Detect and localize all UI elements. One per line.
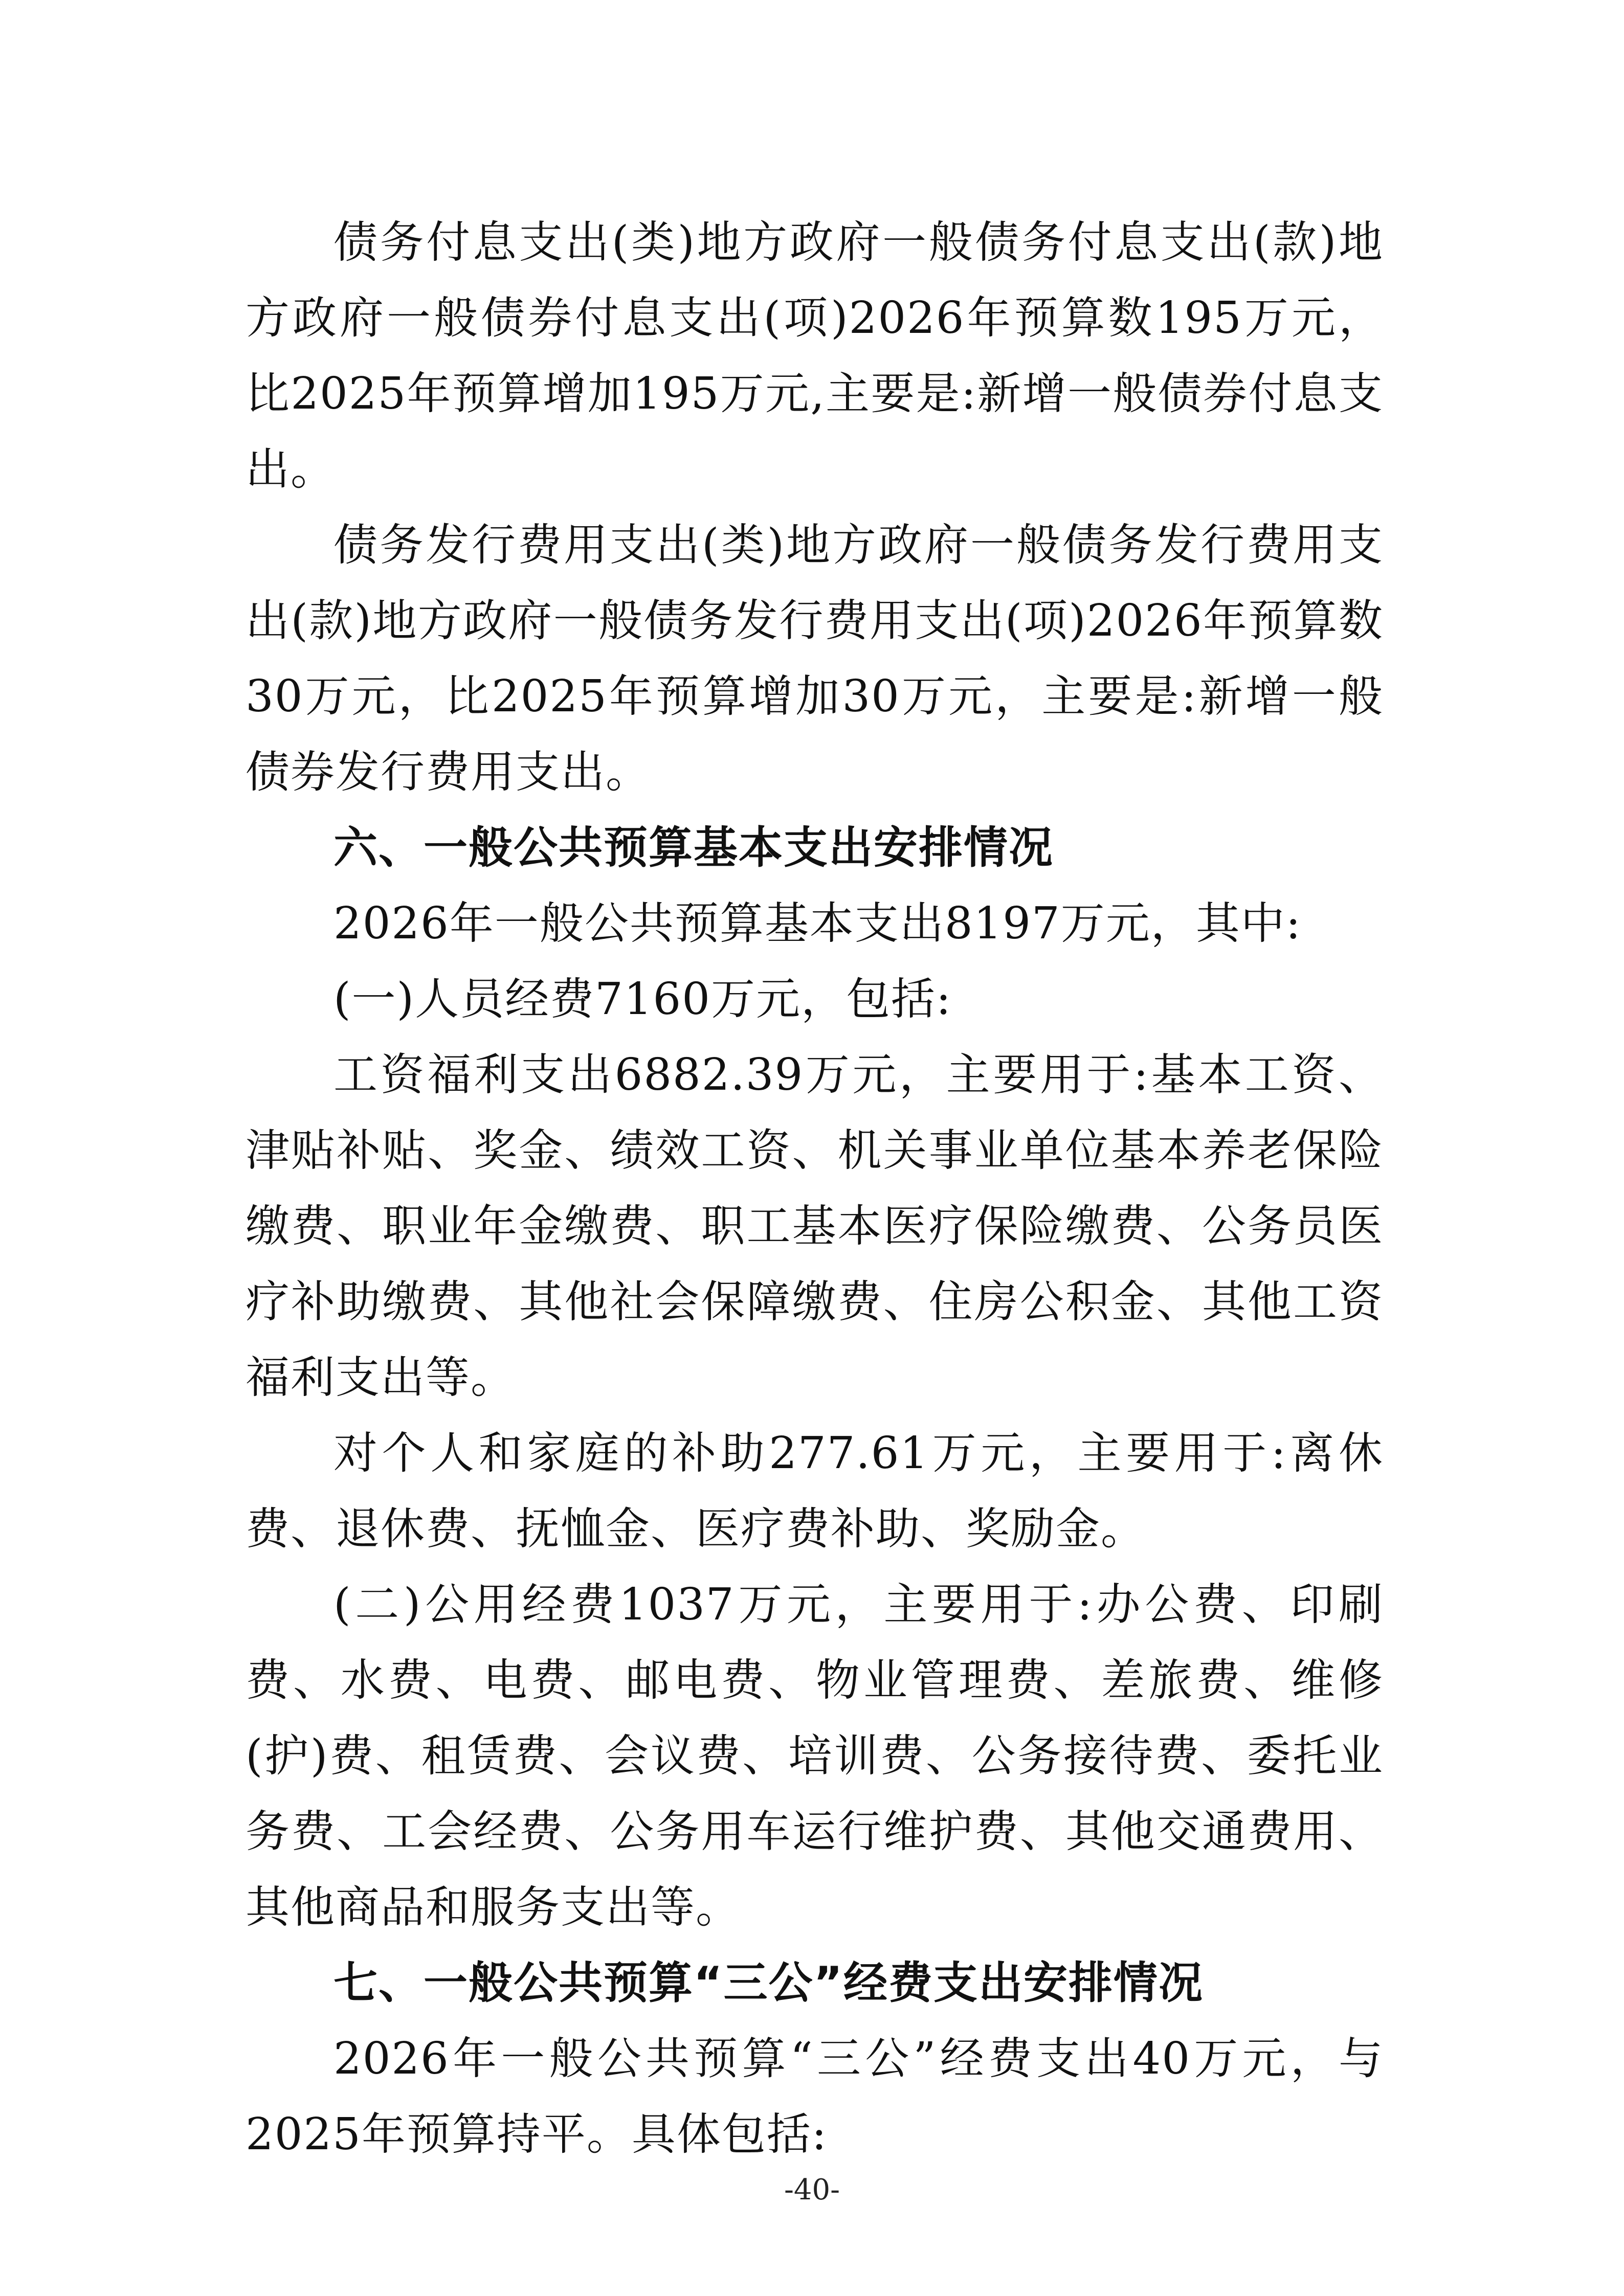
paragraph-wages-welfare: 工资福利支出6882.39万元，主要用于:基本工资、津贴补贴、奖金、绩效工资、机关事业单位基本养老保险缴费、职业年金缴费、职工基本医疗保险缴费、公务员医疗补助缴费、其他社会保障缴费、住房公积金、其他工资福利支出等。: [246, 1049, 1384, 1403]
paragraph-individual-subsidy: 对个人和家庭的补助277.61万元，主要用于:离休费、退休费、抚恤金、医疗费补助、奖励金。: [246, 1428, 1384, 1555]
paragraph-basic-expenditure-total: 2026年一般公共预算基本支出8197万元，其中:: [333, 898, 1302, 949]
section-heading-basic-expenditure: 六、一般公共预算基本支出安排情况: [333, 822, 1054, 873]
section-heading-three-public: 七、一般公共预算“三公”经费支出安排情况: [333, 1957, 1204, 2009]
document-body: [246, 205, 1384, 2172]
paragraph-personnel-cost: (一)人员经费7160万元，包括:: [333, 974, 952, 1025]
paragraph-three-public-total: 2026年一般公共预算“三公”经费支出40万元，与2025年预算持平。具体包括:: [246, 2033, 1384, 2160]
paragraph-debt-issuance: 债务发行费用支出(类)地方政府一般债务发行费用支出(款)地方政府一般债务发行费用支出(项)2026年预算数30万元，比2025年预算增加30万元，主要是:新增一般债券发行费用支出。: [246, 520, 1384, 798]
paragraph-debt-interest: 债务付息支出(类)地方政府一般债务付息支出(款)地方政府一般债券付息支出(项)2026年预算数195万元，比2025年预算增加195万元,主要是:新增一般债券付息支出。: [246, 217, 1384, 495]
paragraph-public-cost: (二)公用经费1037万元，主要用于:办公费、印刷费、水费、电费、邮电费、物业管理费、差旅费、维修(护)费、租赁费、会议费、培训费、公务接待费、委托业务费、工会经费、公务用车运行维护费、其他交通费用、其他商品和服务支出等。: [246, 1579, 1384, 1933]
page-number: -40-: [784, 2173, 840, 2207]
